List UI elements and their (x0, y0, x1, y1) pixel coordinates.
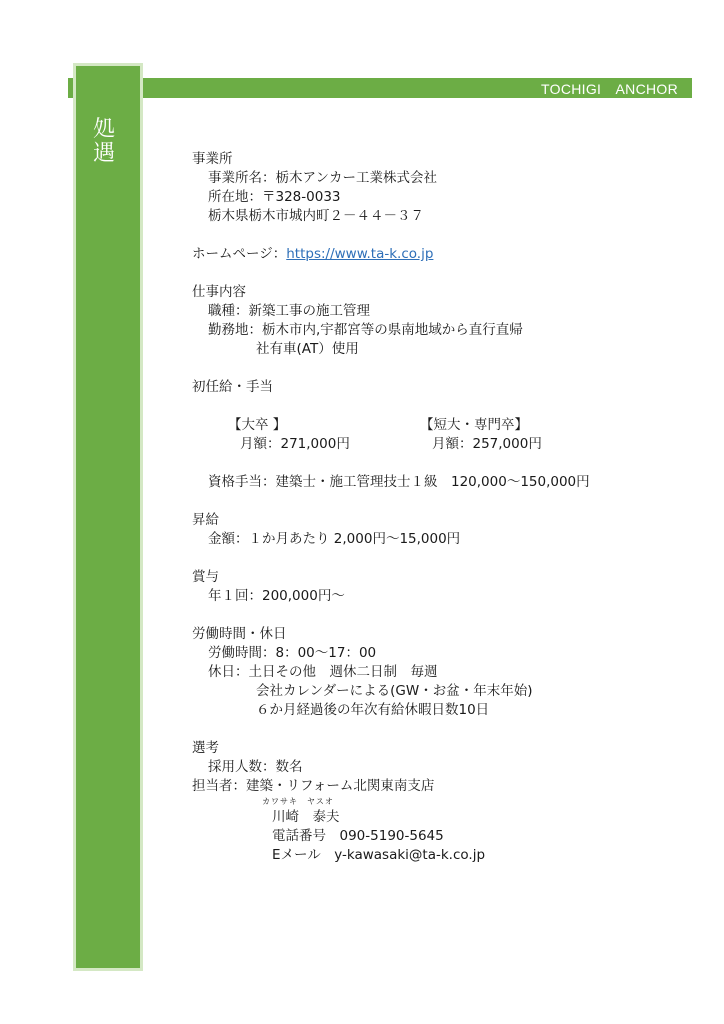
homepage-link[interactable]: https://www.ta-k.co.jp (286, 246, 434, 262)
main-content (192, 150, 662, 865)
bonus-amount: 年１回：200,000円～ (208, 588, 345, 604)
hours-holiday: 休日：土日その他 週休二日制 毎週 (208, 664, 438, 680)
header-bar (68, 78, 692, 98)
raise-heading: 昇給 (192, 512, 219, 528)
contact-name: 川崎 泰夫 (272, 809, 340, 825)
office-heading: 事業所 (192, 151, 233, 167)
brand-name: TOCHIGI ANCHOR (541, 81, 678, 97)
sidebar-title (90, 118, 118, 166)
job-heading: 仕事内容 (192, 284, 246, 300)
hours-calendar: 会社カレンダーによる(GW・お盆・年末年始) (256, 683, 533, 699)
homepage-label: ホームページ： (192, 246, 287, 262)
selection-hires: 採用人数：数名 (208, 759, 303, 775)
sidebar-banner (76, 66, 140, 968)
sidebar-title-char-1: 処 (92, 117, 115, 142)
job-car: 社有車(AT）使用 (256, 341, 359, 357)
salary-table (192, 416, 662, 454)
sidebar-title-char-2: 遇 (92, 141, 115, 166)
raise-amount: 金額：１か月あたり 2,000円～15,000円 (208, 531, 461, 547)
hours-time: 労働時間：8：00～17：00 (208, 645, 377, 661)
salary-univ-amount: 月額：271,000円 (240, 436, 350, 452)
contact-phone: 電話番号 090-5190-5645 (272, 828, 444, 844)
hours-leave: ６か月経過後の年次有給休暇日数10日 (256, 702, 490, 718)
contact-name-reading: カワサキ ヤスオ (262, 797, 334, 806)
salary-univ-label: 【大卒 】 (228, 417, 287, 433)
salary-allowance: 資格手当：建築士・施工管理技士１級 120,000～150,000円 (208, 474, 590, 490)
selection-heading: 選考 (192, 740, 219, 756)
hours-heading: 労働時間・休日 (192, 626, 287, 642)
bonus-heading: 賞与 (192, 569, 219, 585)
job-type: 職種：新築工事の施工管理 (208, 303, 370, 319)
job-location: 勤務地：栃木市内,宇都宮等の県南地域から直行直帰 (208, 322, 523, 338)
office-name: 事業所名：栃木アンカー工業株式会社 (208, 170, 437, 186)
office-postal: 所在地：〒328-0033 (208, 189, 341, 205)
contact-email: Eメール y-kawasaki@ta-k.co.jp (272, 847, 486, 863)
office-address: 栃木県栃木市城内町２－４４－３７ (208, 208, 424, 224)
homepage-row (192, 245, 662, 264)
salary-college-label: 【短大・専門卒】 (420, 417, 528, 433)
selection-contact-label: 担当者：建築・リフォーム北関東南支店 (192, 778, 435, 794)
salary-college (420, 416, 612, 454)
salary-heading: 初任給・手当 (192, 379, 273, 395)
salary-college-amount: 月額：257,000円 (432, 436, 542, 452)
salary-university (228, 416, 420, 454)
